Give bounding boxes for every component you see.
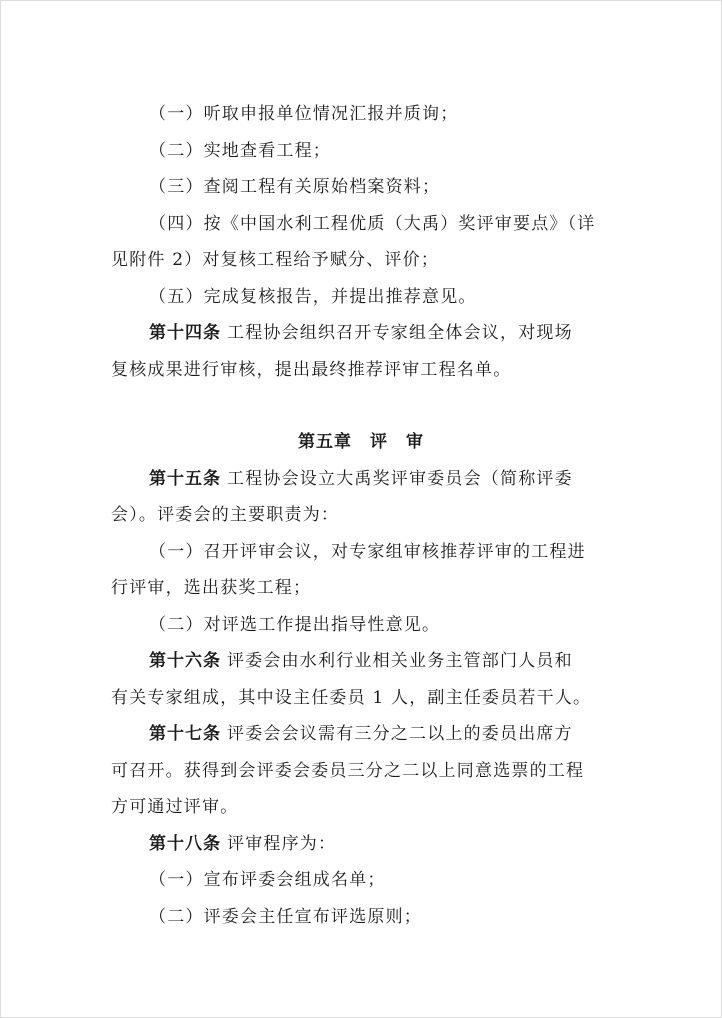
article-18-line1 (111, 826, 611, 863)
article-18-text: 评审程序为： (227, 833, 337, 854)
document-body (111, 96, 611, 935)
article-15-label: 第十五条 (149, 468, 221, 489)
article-16-label: 第十六条 (149, 651, 221, 671)
article-18-item-2: （二）评委会主任宣布评选原则； (149, 906, 422, 927)
review-item-1: （一）听取申报单位情况汇报并质询； (149, 104, 459, 124)
article-15-line1 (111, 461, 611, 498)
article-15-line2: 会）。评委会的主要职责为： (111, 505, 340, 525)
review-item-3: （三）查阅工程有关原始档案资料； (149, 177, 441, 197)
review-item-2: （二）实地查看工程； (149, 140, 331, 161)
article-14-text: 工程协会组织召开专家组全体会议，对现场 (227, 323, 573, 343)
article-17-line3: 方可通过评审。 (111, 797, 239, 817)
article-17-line2: 可召开。获得到会评委会委员三分之二以上同意选票的工程 (111, 760, 585, 781)
chapter-5-heading: 第五章 评 审 (298, 432, 424, 452)
article-15-item-2: （二）对评选工作提出指导性意见。 (149, 614, 441, 635)
article-16-line1 (111, 643, 611, 680)
article-18-item-1: （一）宣布评委会组成名单； (149, 870, 386, 890)
article-17-text: 评委会会议需有三分之二以上的委员出席方 (227, 724, 573, 744)
article-14-line2: 复核成果进行审核，提出最终推荐评审工程名单。 (111, 359, 512, 380)
section-gap (111, 388, 611, 424)
article-14-label: 第十四条 (149, 323, 221, 343)
review-item-5: （五）完成复核报告，并提出推荐意见。 (149, 286, 477, 307)
article-16-line2: 有关专家组成，其中设主任委员 1 人，副主任委员若干人。 (111, 687, 592, 708)
article-17-label: 第十七条 (149, 724, 221, 744)
article-17-line1 (111, 716, 611, 753)
article-15-text: 工程协会设立大禹奖评审委员会（简称评委 (227, 468, 573, 489)
article-16-text: 评委会由水利行业相关业务主管部门人员和 (227, 651, 573, 671)
article-15-item-1-line1: （一）召开评审会议，对专家组审核推荐评审的工程进 (149, 541, 586, 562)
article-14-line1 (111, 315, 611, 352)
article-15-item-1-line2: 行评审，选出获奖工程； (111, 578, 312, 598)
article-18-label: 第十八条 (149, 833, 221, 854)
review-item-4-line2: 见附件 2）对复核工程给予赋分、评价； (111, 250, 440, 270)
review-item-4-line1: （四）按《中国水利工程优质（大禹）奖评审要点》（详 (149, 213, 596, 234)
